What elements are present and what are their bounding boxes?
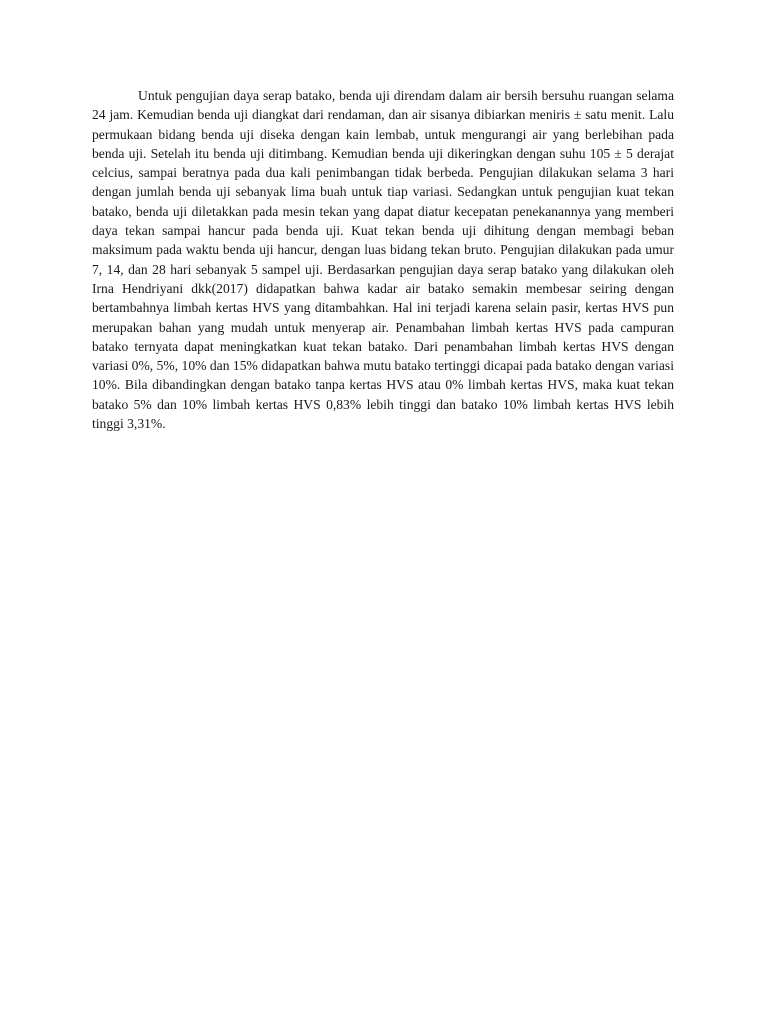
- body-paragraph: Untuk pengujian daya serap batako, benda uji direndam dalam air bersih bersuhu ruangan selama 24 jam. Kemudian benda uji diangkat dari rendaman, dan air sisanya dibiarkan meniris ± satu menit. Lalu permukaan bidang benda uji diseka dengan kain lembab, untuk mengurangi air yang berlebihan pada benda uji. Setelah itu benda uji ditimbang. Kemudian benda uji dikeringkan dengan suhu 105 ± 5 derajat celcius, sampai beratnya pada dua kali penimbangan tidak berbeda. Pengujian dilakukan selama 3 hari dengan jumlah benda uji sebanyak lima buah untuk tiap variasi. Sedangkan untuk pengujian kuat tekan batako, benda uji diletakkan pada mesin tekan yang dapat diatur kecepatan penekanannya yang memberi daya tekan sampai hancur pada benda uji. Kuat tekan benda uji dihitung dengan membagi beban maksimum pada waktu benda uji hancur, dengan luas bidang tekan bruto. Pengujian dilakukan pada umur 7, 14, dan 28 hari sebanyak 5 sampel uji. Berdasarkan pengujian daya serap batako yang dilakukan oleh Irna Hendriyani dkk(2017) didapatkan bahwa kadar air batako semakin membesar seiring dengan bertambahnya limbah kertas HVS yang ditambahkan. Hal ini terjadi karena selain pasir, kertas HVS pun merupakan bahan yang mudah untuk menyerap air. Penambahan limbah kertas HVS pada campuran batako ternyata dapat meningkatkan kuat tekan batako. Dari penambahan limbah kertas HVS dengan variasi 0%, 5%, 10% dan 15% didapatkan bahwa mutu batako tertinggi dicapai pada batako dengan variasi 10%. Bila dibandingkan dengan batako tanpa kertas HVS atau 0% limbah kertas HVS, maka kuat tekan batako 5% dan 10% limbah kertas HVS 0,83% lebih tinggi dan batako 10% limbah kertas HVS lebih tinggi 3,31%.: [92, 88, 674, 432]
